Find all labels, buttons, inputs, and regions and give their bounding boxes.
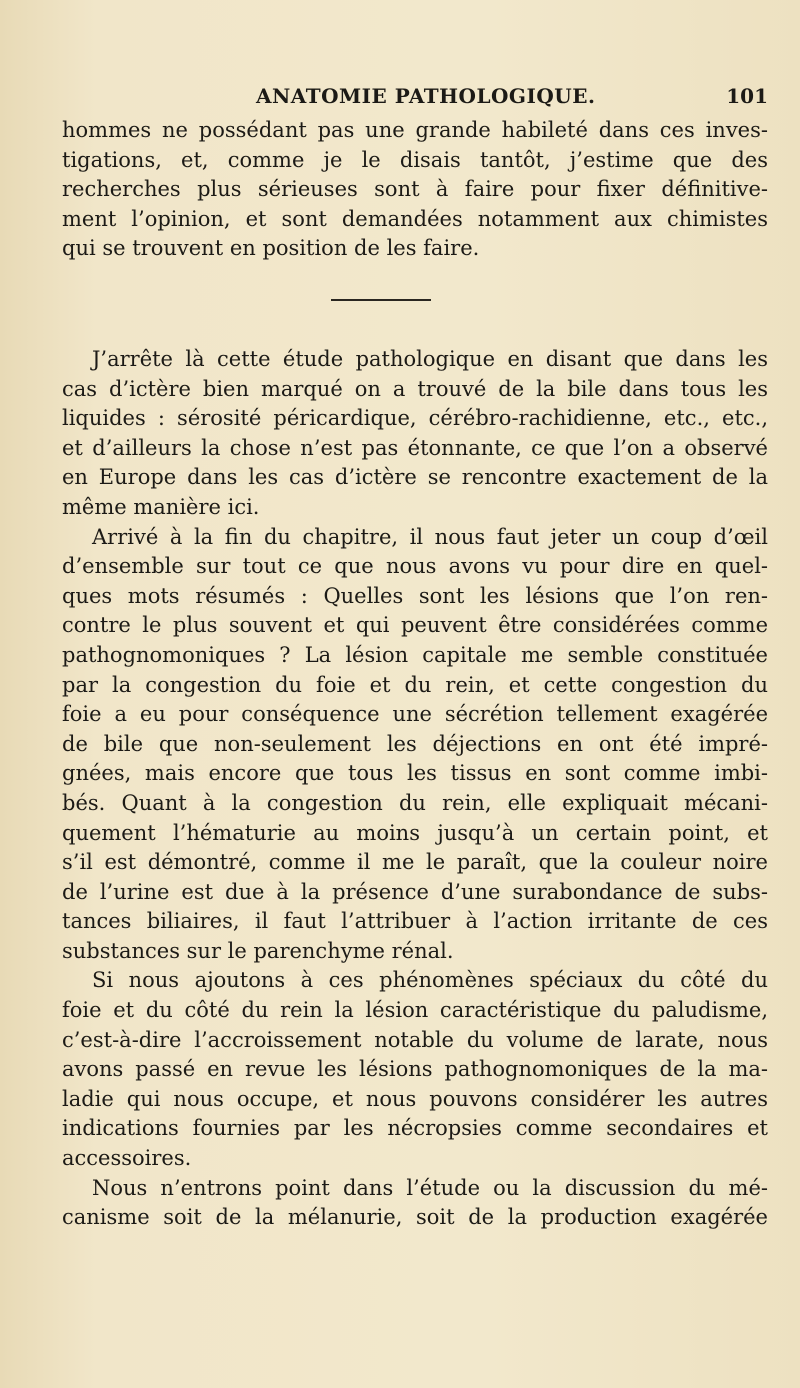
text-line: indications fournies par les nécropsies comme secondaires et <box>62 1116 768 1141</box>
text-line: avons passé en revue les lésions pathognomoniques de la ma- <box>62 1057 768 1082</box>
text-line: canisme soit de la mélanurie, soit de la production exagérée <box>62 1205 768 1230</box>
text-line: même manière ici. <box>62 494 260 519</box>
text-line: Si nous ajoutons à ces phénomènes spéciaux du côté du <box>92 968 768 993</box>
text-line: bés. Quant à la congestion du rein, elle expliquait mécani- <box>62 790 768 815</box>
text-line: ques mots résumés : Quelles sont les lésions que l’on ren- <box>62 583 768 608</box>
text-line: et d’ailleurs la chose n’est pas étonnante, ce que l’on a observé <box>62 435 768 460</box>
continued-paragraph <box>62 116 768 264</box>
text-line: Arrivé à la fin du chapitre, il nous faut jeter un coup d’œil <box>92 524 768 549</box>
text-line: d’ensemble sur tout ce que nous avons vu pour dire en quel- <box>62 554 768 579</box>
paragraph-3 <box>62 966 768 1173</box>
page-header <box>62 84 768 114</box>
text-line: c’est-à-dire l’accroissement notable du volume de larate, nous <box>62 1027 768 1052</box>
text-line: qui se trouvent en position de les faire. <box>62 236 480 261</box>
text-line: ment l’opinion, et sont demandées notamment aux chimistes <box>62 206 768 231</box>
text-line: s’il est démontré, comme il me le paraît, que la couleur noire <box>62 850 768 875</box>
text-line: de bile que non-seulement les déjections en ont été impré- <box>62 731 768 756</box>
text-line: en Europe dans les cas d’ictère se rencontre exactement de la <box>62 465 768 490</box>
text-line: foie a eu pour conséquence une sécrétion tellement exagérée <box>62 702 768 727</box>
text-line: cas d’ictère bien marqué on a trouvé de la bile dans tous les <box>62 376 768 401</box>
paragraph-4 <box>62 1174 768 1233</box>
section-divider <box>331 299 431 301</box>
text-line: Nous n’entrons point dans l’étude ou la discussion du mé- <box>92 1175 768 1200</box>
running-title: ANATOMIE PATHOLOGIQUE. <box>256 84 596 108</box>
main-text <box>62 345 768 1233</box>
text-line: gnées, mais encore que tous les tissus en sont comme imbi- <box>62 761 768 786</box>
text-line: tances biliaires, il faut l’attribuer à l’action irritante de ces <box>62 909 768 934</box>
text-line: par la congestion du foie et du rein, et cette congestion du <box>62 672 768 697</box>
text-line: contre le plus souvent et qui peuvent être considérées comme <box>62 613 768 638</box>
text-line: tigations, et, comme je le disais tantôt, j’estime que des <box>62 147 768 172</box>
paragraph-2 <box>62 523 768 967</box>
text-line: quement l’hématurie au moins jusqu’à un certain point, et <box>62 820 768 845</box>
text-line: de l’urine est due à la présence d’une surabondance de subs- <box>62 879 768 904</box>
paragraph-1 <box>62 345 768 523</box>
text-line: accessoires. <box>62 1146 192 1171</box>
text-line: substances sur le parenchyme rénal. <box>62 938 454 963</box>
page-number: 101 <box>726 84 768 108</box>
text-line: foie et du côté du rein la lésion caractéristique du paludisme, <box>62 998 768 1023</box>
text-line: hommes ne possédant pas une grande habileté dans ces inves- <box>62 118 768 142</box>
text-line: liquides : sérosité péricardique, cérébro-rachidienne, etc., etc., <box>62 406 768 431</box>
text-line: ladie qui nous occupe, et nous pouvons considérer les autres <box>62 1086 768 1111</box>
text-line: J’arrête là cette étude pathologique en disant que dans les <box>92 347 768 371</box>
text-line: pathognomoniques ? La lésion capitale me semble constituée <box>62 642 768 667</box>
text-line: recherches plus sérieuses sont à faire pour fixer définitive- <box>62 177 768 202</box>
